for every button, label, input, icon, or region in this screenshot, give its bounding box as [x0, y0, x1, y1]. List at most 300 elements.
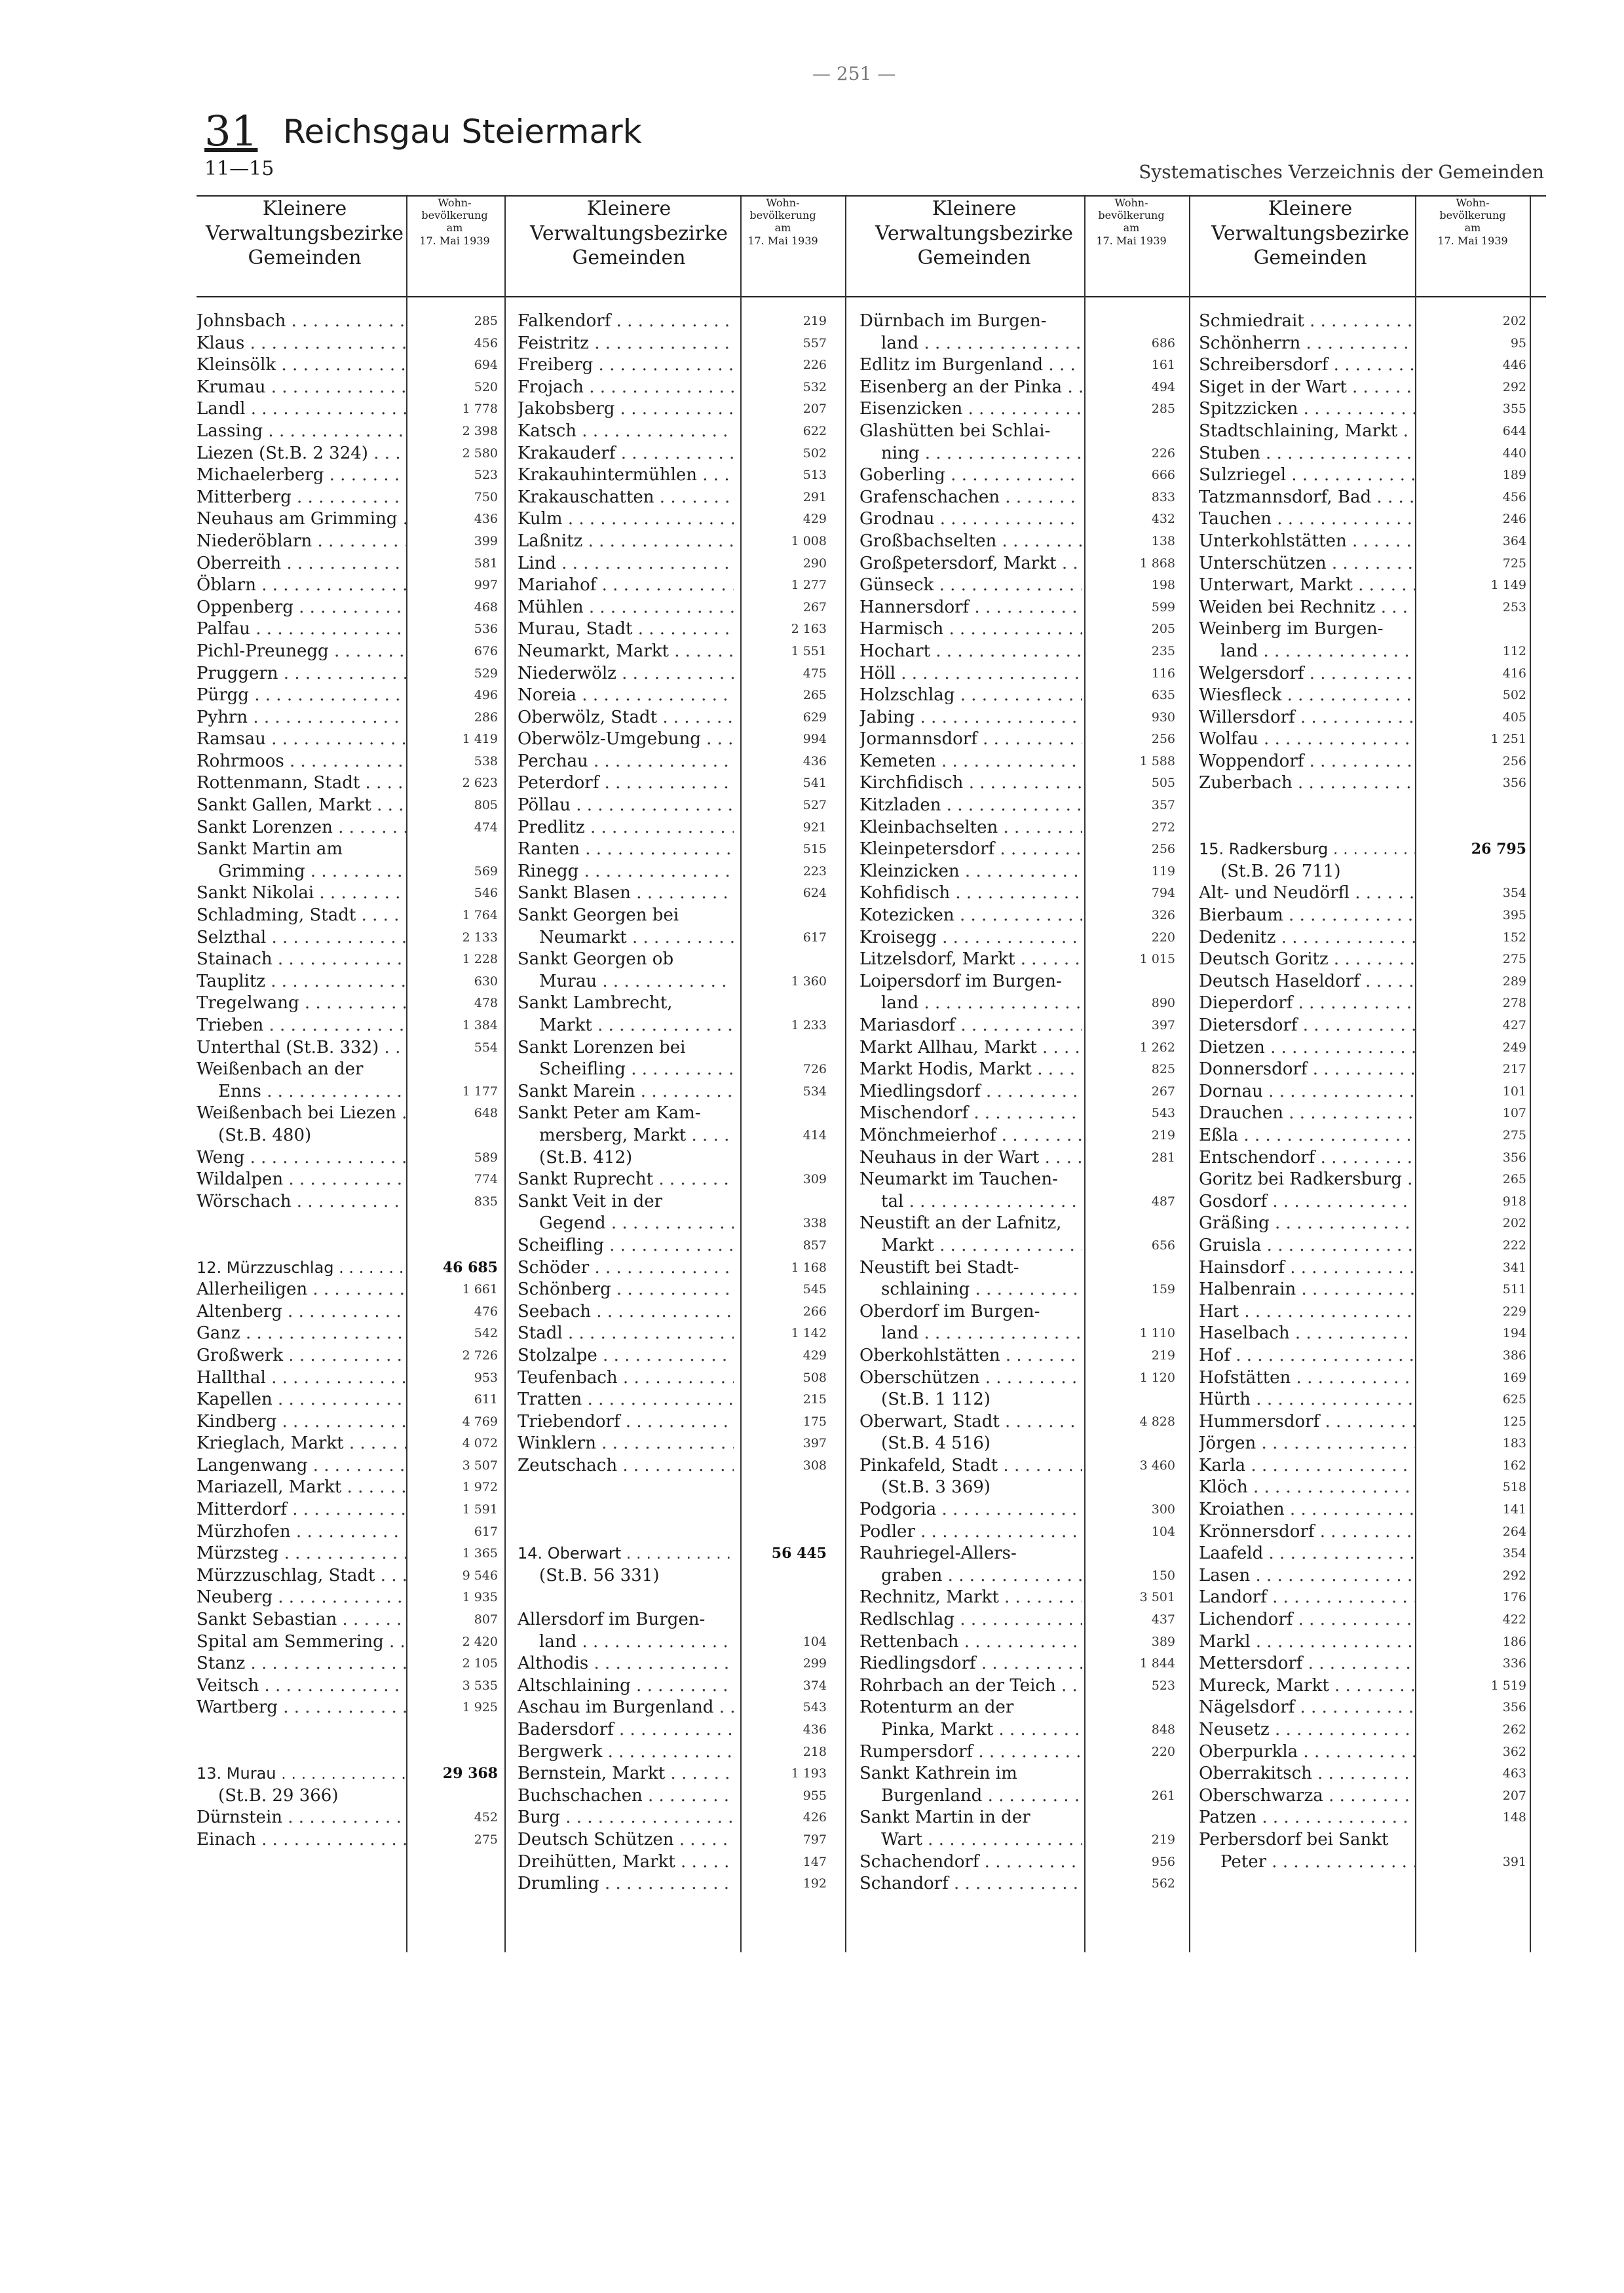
municipality-name: Kroisegg . . .: [859, 927, 1082, 949]
population-value: 3 535: [462, 1678, 498, 1693]
municipality-name: Schandorf . . .: [859, 1873, 1082, 1895]
population-value: 354: [1502, 1546, 1526, 1561]
population-value: 4 828: [1139, 1414, 1175, 1429]
municipality-name: land . . .: [859, 333, 1082, 355]
municipality-name: Kleinbachselten . . .: [859, 817, 1082, 839]
population-value: 278: [1502, 996, 1526, 1011]
municipality-name: Ramsau . . .: [197, 729, 406, 751]
population-value: 676: [474, 643, 498, 658]
municipality-name: Hofstätten . . .: [1199, 1367, 1415, 1390]
population-value: 176: [1502, 1590, 1526, 1605]
header-bottom-rule: [197, 296, 1546, 297]
population-value: 207: [1502, 1788, 1526, 1803]
population-value: 291: [803, 489, 827, 504]
municipality-name: Spital am Semmering . . .: [197, 1631, 406, 1654]
municipality-name: Feistritz . . .: [518, 333, 734, 355]
population-value: 275: [1502, 952, 1526, 967]
municipality-name: Alt- und Neudörfl . . .: [1199, 882, 1415, 905]
population-value: 275: [474, 1832, 498, 1847]
population-value: 890: [1151, 996, 1175, 1011]
municipality-name: Großwerk . . .: [197, 1345, 406, 1367]
municipality-name: Markt Allhau, Markt . . .: [859, 1037, 1082, 1059]
municipality-name: mersberg, Markt . . .: [518, 1125, 734, 1147]
municipality-name: Zeutschach . . .: [518, 1455, 734, 1477]
municipality-name: graben . . .: [859, 1565, 1082, 1587]
municipality-name: Scheifling . . .: [518, 1235, 734, 1257]
municipality-name: Neuberg . . .: [197, 1587, 406, 1609]
population-value: 953: [474, 1370, 498, 1385]
population-value: 956: [1151, 1854, 1175, 1869]
population-value: 281: [1151, 1150, 1175, 1165]
population-value: 4 769: [462, 1414, 498, 1429]
population-value: 543: [803, 1700, 827, 1715]
municipality-name: Noreia . . .: [518, 685, 734, 707]
municipality-name: Litzelsdorf, Markt . . .: [859, 949, 1082, 971]
municipality-name: land . . .: [859, 993, 1082, 1015]
population-value: 246: [1502, 512, 1526, 527]
header-text: Wohn-: [766, 197, 800, 209]
column-rule: [1530, 197, 1531, 1952]
municipality-name: Sankt Marein . . .: [518, 1081, 734, 1103]
population-value: 107: [1502, 1106, 1526, 1121]
population-value: 9 546: [462, 1568, 498, 1583]
municipality-name: Oberschützen . . .: [859, 1367, 1082, 1390]
population-value: 825: [1151, 1062, 1175, 1077]
header-text: Verwaltungsbezirke: [1211, 221, 1410, 245]
population-value: 463: [1502, 1766, 1526, 1781]
population-value: 189: [1502, 468, 1526, 483]
population-value: 112: [1502, 643, 1526, 658]
column-header-population: [1085, 197, 1178, 295]
municipality-name: Oberwölz-Umgebung . . .: [518, 729, 734, 751]
population-value: 229: [1502, 1304, 1526, 1319]
municipality-name: Perchau . . .: [518, 751, 734, 773]
municipality-name: Oberwart, Stadt . . .: [859, 1411, 1082, 1433]
population-value: 253: [1502, 599, 1526, 615]
header-text: bevölkerung: [749, 209, 816, 222]
municipality-name: Markl . . .: [1199, 1631, 1415, 1654]
population-value: 1 972: [462, 1480, 498, 1495]
municipality-name: Bierbaum . . .: [1199, 905, 1415, 927]
municipality-name: Stadtschlaining, Markt . . .: [1199, 421, 1415, 443]
population-value: 3 507: [462, 1458, 498, 1473]
population-value: 356: [1502, 1150, 1526, 1165]
population-value: 427: [1502, 1018, 1526, 1033]
municipality-name: Hannersdorf . . .: [859, 597, 1082, 619]
municipality-name: Krakauhintermühlen . . .: [518, 464, 734, 487]
municipality-name: Mettersdorf . . .: [1199, 1653, 1415, 1675]
population-value: 835: [474, 1194, 498, 1209]
population-value: 26 795: [1471, 841, 1526, 858]
municipality-name: Riedlingsdorf . . .: [859, 1653, 1082, 1675]
municipality-name: Wildalpen . . .: [197, 1169, 406, 1191]
population-value: 219: [803, 314, 827, 328]
population-value: 292: [1502, 379, 1526, 394]
population-value: 437: [1151, 1612, 1175, 1627]
population-value: 309: [803, 1172, 827, 1187]
municipality-name: (St.B. 3 369): [859, 1477, 991, 1498]
population-value: 513: [803, 468, 827, 483]
municipality-name: (St.B. 1 112): [859, 1390, 991, 1410]
population-value: 205: [1151, 622, 1175, 637]
municipality-name: Sankt Martin am: [197, 839, 343, 860]
municipality-name: Pruggern . . .: [197, 663, 406, 685]
population-value: 529: [474, 666, 498, 681]
municipality-name: Badersdorf . . .: [518, 1719, 734, 1741]
municipality-name: Spitzzicken . . .: [1199, 398, 1415, 421]
municipality-name: Trieben . . .: [197, 1015, 406, 1037]
municipality-name: Mureck, Markt . . .: [1199, 1675, 1415, 1697]
municipality-name: Jabing . . .: [859, 707, 1082, 729]
population-value: 161: [1151, 358, 1175, 373]
municipality-name: (St.B. 29 366): [197, 1785, 339, 1806]
population-value: 797: [803, 1832, 827, 1847]
population-value: 186: [1502, 1634, 1526, 1649]
municipality-name: tal . . .: [859, 1191, 1082, 1213]
municipality-name: Neustift an der Lafnitz,: [859, 1213, 1062, 1234]
population-value: 625: [1502, 1392, 1526, 1407]
municipality-name: Pinka, Markt . . .: [859, 1719, 1082, 1741]
municipality-name: Neusetz . . .: [1199, 1719, 1415, 1741]
population-value: 2 726: [462, 1348, 498, 1363]
column-header-name: [518, 197, 740, 295]
municipality-name: Großbachselten . . .: [859, 531, 1082, 553]
population-value: 617: [474, 1524, 498, 1539]
population-value: 515: [803, 842, 827, 857]
municipality-name: Unterwart, Markt . . .: [1199, 575, 1415, 597]
municipality-name: Grodnau . . .: [859, 508, 1082, 531]
municipality-name: Mürzzuschlag, Stadt . . .: [197, 1565, 406, 1587]
population-value: 262: [1502, 1722, 1526, 1737]
population-value: 726: [803, 1062, 827, 1077]
municipality-name: Krönnersdorf . . .: [1199, 1521, 1415, 1544]
municipality-name: Neumarkt, Markt . . .: [518, 641, 734, 663]
population-value: 429: [803, 1348, 827, 1363]
column-header-name: [197, 197, 413, 295]
municipality-name: Wolfau . . .: [1199, 729, 1415, 751]
population-value: 183: [1502, 1436, 1526, 1451]
header-text: Gemeinden: [1253, 246, 1367, 269]
municipality-name: Oberdorf im Burgen-: [859, 1301, 1040, 1321]
municipality-name: land . . .: [518, 1631, 734, 1654]
municipality-name: land . . .: [1199, 641, 1415, 663]
population-value: 1 262: [1139, 1040, 1175, 1055]
population-value: 290: [803, 556, 827, 571]
municipality-name: Eisenberg an der Pinka . . .: [859, 377, 1082, 399]
population-value: 538: [474, 753, 498, 768]
population-value: 265: [803, 688, 827, 703]
population-value: 386: [1502, 1348, 1526, 1363]
population-value: 261: [1151, 1788, 1175, 1803]
municipality-name: Mühlen . . .: [518, 597, 734, 619]
municipality-name: Schönherrn . . .: [1199, 333, 1415, 355]
municipality-name: Mariazell, Markt . . .: [197, 1477, 406, 1499]
population-value: 336: [1502, 1656, 1526, 1671]
population-value: 405: [1502, 710, 1526, 725]
population-value: 219: [1151, 1348, 1175, 1363]
municipality-name: Tauchen . . .: [1199, 508, 1415, 531]
header-text: 17. Mai 1939: [419, 234, 490, 247]
header-text: bevölkerung: [1439, 209, 1506, 222]
column-header-population: [409, 197, 500, 295]
municipality-name: Schöder . . .: [518, 1257, 734, 1279]
municipality-name: Enns . . .: [197, 1081, 406, 1103]
population-value: 397: [803, 1436, 827, 1451]
municipality-name: Günseck . . .: [859, 575, 1082, 597]
column-header-population: [736, 197, 829, 295]
population-value: 357: [1151, 798, 1175, 813]
municipality-name: 12. Mürzzuschlag . . .: [197, 1257, 406, 1279]
population-value: 218: [803, 1744, 827, 1759]
population-value: 452: [474, 1810, 498, 1825]
population-value: 222: [1502, 1238, 1526, 1253]
header-text: bevölkerung: [1098, 209, 1165, 222]
municipality-name: Jörgen . . .: [1199, 1433, 1415, 1455]
population-value: 2 398: [462, 423, 498, 438]
header-text: am: [446, 221, 463, 235]
population-value: 475: [803, 666, 827, 681]
municipality-name: Lasen . . .: [1199, 1565, 1415, 1587]
population-value: 56 445: [771, 1545, 827, 1563]
header-text: Kleinere: [932, 197, 1017, 220]
population-value: 267: [1151, 1084, 1175, 1099]
municipality-name: Sankt Georgen bei: [518, 905, 679, 926]
municipality-name: Burg . . .: [518, 1807, 734, 1829]
population-value: 275: [1502, 1128, 1526, 1143]
municipality-name: Mariahof . . .: [518, 575, 734, 597]
population-value: 272: [1151, 820, 1175, 835]
municipality-name: Hainsdorf . . .: [1199, 1257, 1415, 1279]
population-value: 354: [1502, 886, 1526, 901]
municipality-name: Goritz bei Radkersburg . . .: [1199, 1169, 1415, 1191]
municipality-name: schlaining . . .: [859, 1279, 1082, 1301]
municipality-name: Dreihütten, Markt . . .: [518, 1851, 734, 1874]
header-text: Gemeinden: [917, 246, 1031, 269]
population-value: 478: [474, 996, 498, 1011]
municipality-name: Veitsch . . .: [197, 1675, 406, 1697]
municipality-name: Teufenbach . . .: [518, 1367, 734, 1390]
municipality-name: Hallthal . . .: [197, 1367, 406, 1390]
population-value: 217: [1502, 1062, 1526, 1077]
population-value: 805: [474, 798, 498, 813]
municipality-name: Altschlaining . . .: [518, 1675, 734, 1697]
municipality-name: Oberrakitsch . . .: [1199, 1763, 1415, 1785]
population-value: 374: [803, 1678, 827, 1693]
municipality-name: Stuben . . .: [1199, 443, 1415, 465]
municipality-name: Edlitz im Burgenland . . .: [859, 354, 1082, 377]
municipality-name: Podler . . .: [859, 1521, 1082, 1544]
population-value: 523: [1151, 1678, 1175, 1693]
population-value: 202: [1502, 1216, 1526, 1231]
municipality-name: Weiden bei Rechnitz . . .: [1199, 597, 1415, 619]
municipality-name: Glashütten bei Schlai-: [859, 421, 1051, 441]
municipality-name: Stainach . . .: [197, 949, 406, 971]
municipality-name: Altenberg . . .: [197, 1301, 406, 1323]
population-value: 1 120: [1139, 1370, 1175, 1385]
population-value: 554: [474, 1040, 498, 1055]
population-value: 3 501: [1139, 1590, 1175, 1605]
header-text: Verwaltungsbezirke: [205, 221, 404, 245]
population-value: 1 778: [462, 402, 498, 417]
municipality-name: Neuhaus in der Wart . . .: [859, 1147, 1082, 1169]
population-value: 648: [474, 1106, 498, 1121]
municipality-name: Deutsch Goritz . . .: [1199, 949, 1415, 971]
population-value: 152: [1502, 930, 1526, 945]
municipality-name: Sankt Georgen ob: [518, 949, 674, 970]
municipality-name: Dornau . . .: [1199, 1081, 1415, 1103]
municipality-name: Mariasdorf . . .: [859, 1015, 1082, 1037]
municipality-name: Schmiedrait . . .: [1199, 311, 1415, 333]
population-value: 918: [1502, 1194, 1526, 1209]
gau-number: 31: [204, 107, 258, 156]
municipality-name: Rettenbach . . .: [859, 1631, 1082, 1654]
population-value: 286: [474, 710, 498, 725]
column-rule: [1189, 197, 1190, 1952]
population-value: 1 764: [462, 908, 498, 923]
population-value: 508: [803, 1370, 827, 1385]
population-value: 833: [1151, 489, 1175, 504]
municipality-name: Seebach . . .: [518, 1301, 734, 1323]
population-value: 1 925: [462, 1700, 498, 1715]
municipality-name: Redlschlag . . .: [859, 1609, 1082, 1631]
municipality-name: Entschendorf . . .: [1199, 1147, 1415, 1169]
population-value: 630: [474, 974, 498, 989]
municipality-name: Lind . . .: [518, 553, 734, 575]
municipality-name: Sankt Lambrecht,: [518, 993, 673, 1014]
population-value: 474: [474, 820, 498, 835]
municipality-name: Willersdorf . . .: [1199, 707, 1415, 729]
municipality-name: Zuberbach . . .: [1199, 772, 1415, 795]
municipality-name: (St.B. 480): [197, 1125, 312, 1145]
municipality-name: Langenwang . . .: [197, 1455, 406, 1477]
population-value: 921: [803, 820, 827, 835]
population-value: 541: [803, 776, 827, 791]
population-value: 1 551: [791, 643, 827, 658]
municipality-name: Schreibersdorf . . .: [1199, 354, 1415, 377]
municipality-name: Eisenzicken . . .: [859, 398, 1082, 421]
municipality-name: Grafenschachen . . .: [859, 487, 1082, 509]
municipality-name: Rechnitz, Markt . . .: [859, 1587, 1082, 1609]
population-value: 264: [1502, 1524, 1526, 1539]
municipality-name: Harmisch . . .: [859, 618, 1082, 641]
municipality-name: Drumling . . .: [518, 1873, 734, 1895]
population-value: 416: [1502, 666, 1526, 681]
municipality-name: Niederwölz . . .: [518, 663, 734, 685]
municipality-name: Höll . . .: [859, 663, 1082, 685]
municipality-name: Ranten . . .: [518, 839, 734, 861]
header-text: Gemeinden: [248, 246, 362, 269]
population-value: 308: [803, 1458, 827, 1473]
population-value: 848: [1151, 1722, 1175, 1737]
municipality-name: Wart . . .: [859, 1829, 1082, 1851]
municipality-name: Wörschach . . .: [197, 1191, 406, 1213]
municipality-name: Kindberg . . .: [197, 1411, 406, 1433]
population-value: 1 193: [791, 1766, 827, 1781]
population-value: 534: [803, 1084, 827, 1099]
population-value: 235: [1151, 643, 1175, 658]
municipality-name: Peterdorf . . .: [518, 772, 734, 795]
column-rule: [406, 197, 407, 1952]
municipality-name: Wartberg . . .: [197, 1697, 406, 1719]
population-value: 1 661: [462, 1282, 498, 1297]
municipality-name: Rohrbach an der Teich . . .: [859, 1675, 1082, 1697]
municipality-name: Gegend . . .: [518, 1213, 734, 1235]
population-value: 611: [474, 1392, 498, 1407]
municipality-name: Mischendorf . . .: [859, 1103, 1082, 1125]
header-text: 17. Mai 1939: [1437, 234, 1508, 247]
municipality-name: Pichl-Preunegg . . .: [197, 641, 406, 663]
municipality-name: Rumpersdorf . . .: [859, 1741, 1082, 1764]
population-value: 536: [474, 622, 498, 637]
municipality-name: Tatzmannsdorf, Bad . . .: [1199, 487, 1415, 509]
header-text: Gemeinden: [572, 246, 686, 269]
municipality-name: Kemeten . . .: [859, 751, 1082, 773]
population-value: 289: [1502, 974, 1526, 989]
municipality-name: Dietersdorf . . .: [1199, 1015, 1415, 1037]
municipality-name: Tauplitz . . .: [197, 971, 406, 993]
municipality-name: Dietzen . . .: [1199, 1037, 1415, 1059]
municipality-name: Falkendorf . . .: [518, 311, 734, 333]
municipality-name: Dieperdorf . . .: [1199, 993, 1415, 1015]
population-value: 292: [1502, 1568, 1526, 1583]
municipality-name: Althodis . . .: [518, 1653, 734, 1675]
municipality-name: Klöch . . .: [1199, 1477, 1415, 1499]
population-value: 220: [1151, 1744, 1175, 1759]
municipality-name: Grimming . . .: [197, 861, 406, 883]
population-value: 147: [803, 1854, 827, 1869]
population-value: 285: [1151, 402, 1175, 417]
municipality-name: Niederöblarn . . .: [197, 531, 406, 553]
population-value: 527: [803, 798, 827, 813]
column-rule: [845, 197, 846, 1952]
municipality-name: Goberling . . .: [859, 464, 1082, 487]
municipality-name: Karla . . .: [1199, 1455, 1415, 1477]
municipality-name: ning . . .: [859, 443, 1082, 465]
municipality-name: Jakobsberg . . .: [518, 398, 734, 421]
header-text: Wohn-: [438, 197, 472, 209]
population-value: 141: [1502, 1502, 1526, 1517]
population-value: 207: [803, 402, 827, 417]
municipality-name: Hummersdorf . . .: [1199, 1411, 1415, 1433]
municipality-name: Michaelerberg . . .: [197, 464, 406, 487]
municipality-name: 15. Radkersburg . . .: [1199, 839, 1415, 861]
population-value: 2 133: [462, 930, 498, 945]
municipality-name: Krakauschatten . . .: [518, 487, 734, 509]
population-value: 194: [1502, 1326, 1526, 1341]
municipality-name: Winklern . . .: [518, 1433, 734, 1455]
municipality-name: Kleinzicken . . .: [859, 861, 1082, 883]
population-value: 857: [803, 1238, 827, 1253]
population-value: 119: [1151, 863, 1175, 879]
population-value: 644: [1502, 423, 1526, 438]
population-value: 169: [1502, 1370, 1526, 1385]
population-value: 494: [1151, 379, 1175, 394]
municipality-name: Bernstein, Markt . . .: [518, 1763, 734, 1785]
population-value: 256: [1151, 732, 1175, 747]
population-value: 364: [1502, 533, 1526, 548]
population-value: 2 163: [791, 622, 827, 637]
municipality-name: Oberwölz, Stadt . . .: [518, 707, 734, 729]
municipality-name: Ganz . . .: [197, 1323, 406, 1345]
municipality-name: Landl . . .: [197, 398, 406, 421]
population-value: 219: [1151, 1832, 1175, 1847]
population-value: 226: [1151, 445, 1175, 461]
population-value: 397: [1151, 1018, 1175, 1033]
municipality-name: Podgoria . . .: [859, 1499, 1082, 1521]
municipality-name: Mitterdorf . . .: [197, 1499, 406, 1521]
municipality-name: Oppenberg . . .: [197, 597, 406, 619]
municipality-name: Sankt Lorenzen . . .: [197, 817, 406, 839]
